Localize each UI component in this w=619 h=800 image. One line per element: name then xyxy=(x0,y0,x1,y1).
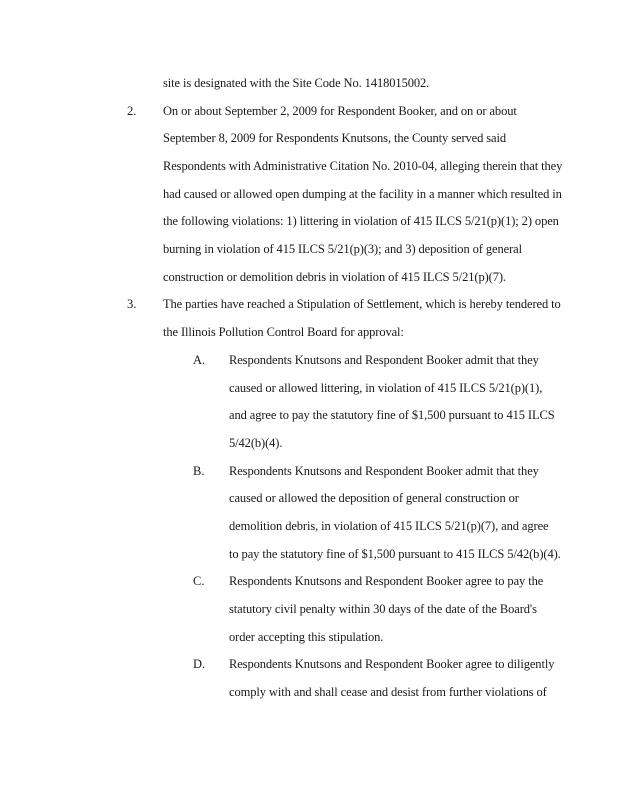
paragraph-1-line-1: site is designated with the Site Code No. 1418015002. xyxy=(163,76,430,90)
item-a-letter: A. xyxy=(193,353,206,367)
paragraph-2-line-7: construction or demolition debris in violation of 415 ILCS 5/21(p)(7). xyxy=(163,270,506,284)
item-c-letter: C. xyxy=(193,574,205,588)
item-b-line-4: to pay the statutory fine of $1,500 pursuant to 415 ILCS 5/42(b)(4). xyxy=(229,547,561,561)
item-d-letter: D. xyxy=(193,657,206,671)
item-b-letter: B. xyxy=(193,464,205,478)
paragraph-2-line-6: burning in violation of 415 ILCS 5/21(p)(3); and 3) deposition of general xyxy=(163,242,522,256)
paragraph-2-line-1: On or about September 2, 2009 for Respondent Booker, and on or about xyxy=(163,104,517,118)
paragraph-2-line-3: Respondents with Administrative Citation No. 2010-04, alleging therein that they xyxy=(163,159,563,173)
item-a-line-2: caused or allowed littering, in violation of 415 ILCS 5/21(p)(1), xyxy=(229,381,543,395)
item-b-line-2: caused or allowed the deposition of general construction or xyxy=(229,491,519,505)
item-d-line-1: Respondents Knutsons and Respondent Booker agree to diligently xyxy=(229,657,555,671)
item-c-line-1: Respondents Knutsons and Respondent Booker agree to pay the xyxy=(229,574,544,588)
item-d-line-2: comply with and shall cease and desist from further violations of xyxy=(229,685,547,699)
item-a-line-1: Respondents Knutsons and Respondent Booker admit that they xyxy=(229,353,539,367)
item-a-line-3: and agree to pay the statutory fine of $1,500 pursuant to 415 ILCS xyxy=(229,408,555,422)
paragraph-3-line-2: the Illinois Pollution Control Board for approval: xyxy=(163,325,404,339)
item-a-line-4: 5/42(b)(4). xyxy=(229,436,283,450)
paragraph-2-line-2: September 8, 2009 for Respondents Knutsons, the County served said xyxy=(163,131,507,145)
paragraph-2-number: 2. xyxy=(127,104,137,118)
item-c-line-3: order accepting this stipulation. xyxy=(229,630,384,644)
paragraph-2-line-5: the following violations: 1) littering in violation of 415 ILCS 5/21(p)(1); 2) open xyxy=(163,214,559,228)
paragraph-2-line-4: had caused or allowed open dumping at the facility in a manner which resulted in xyxy=(163,187,562,201)
paragraph-3-line-1: The parties have reached a Stipulation of Settlement, which is hereby tendered to xyxy=(163,297,561,311)
item-b-line-1: Respondents Knutsons and Respondent Booker admit that they xyxy=(229,464,539,478)
item-b-line-3: demolition debris, in violation of 415 ILCS 5/21(p)(7), and agree xyxy=(229,519,549,533)
paragraph-3-number: 3. xyxy=(127,297,137,311)
item-c-line-2: statutory civil penalty within 30 days of the date of the Board's xyxy=(229,602,537,616)
